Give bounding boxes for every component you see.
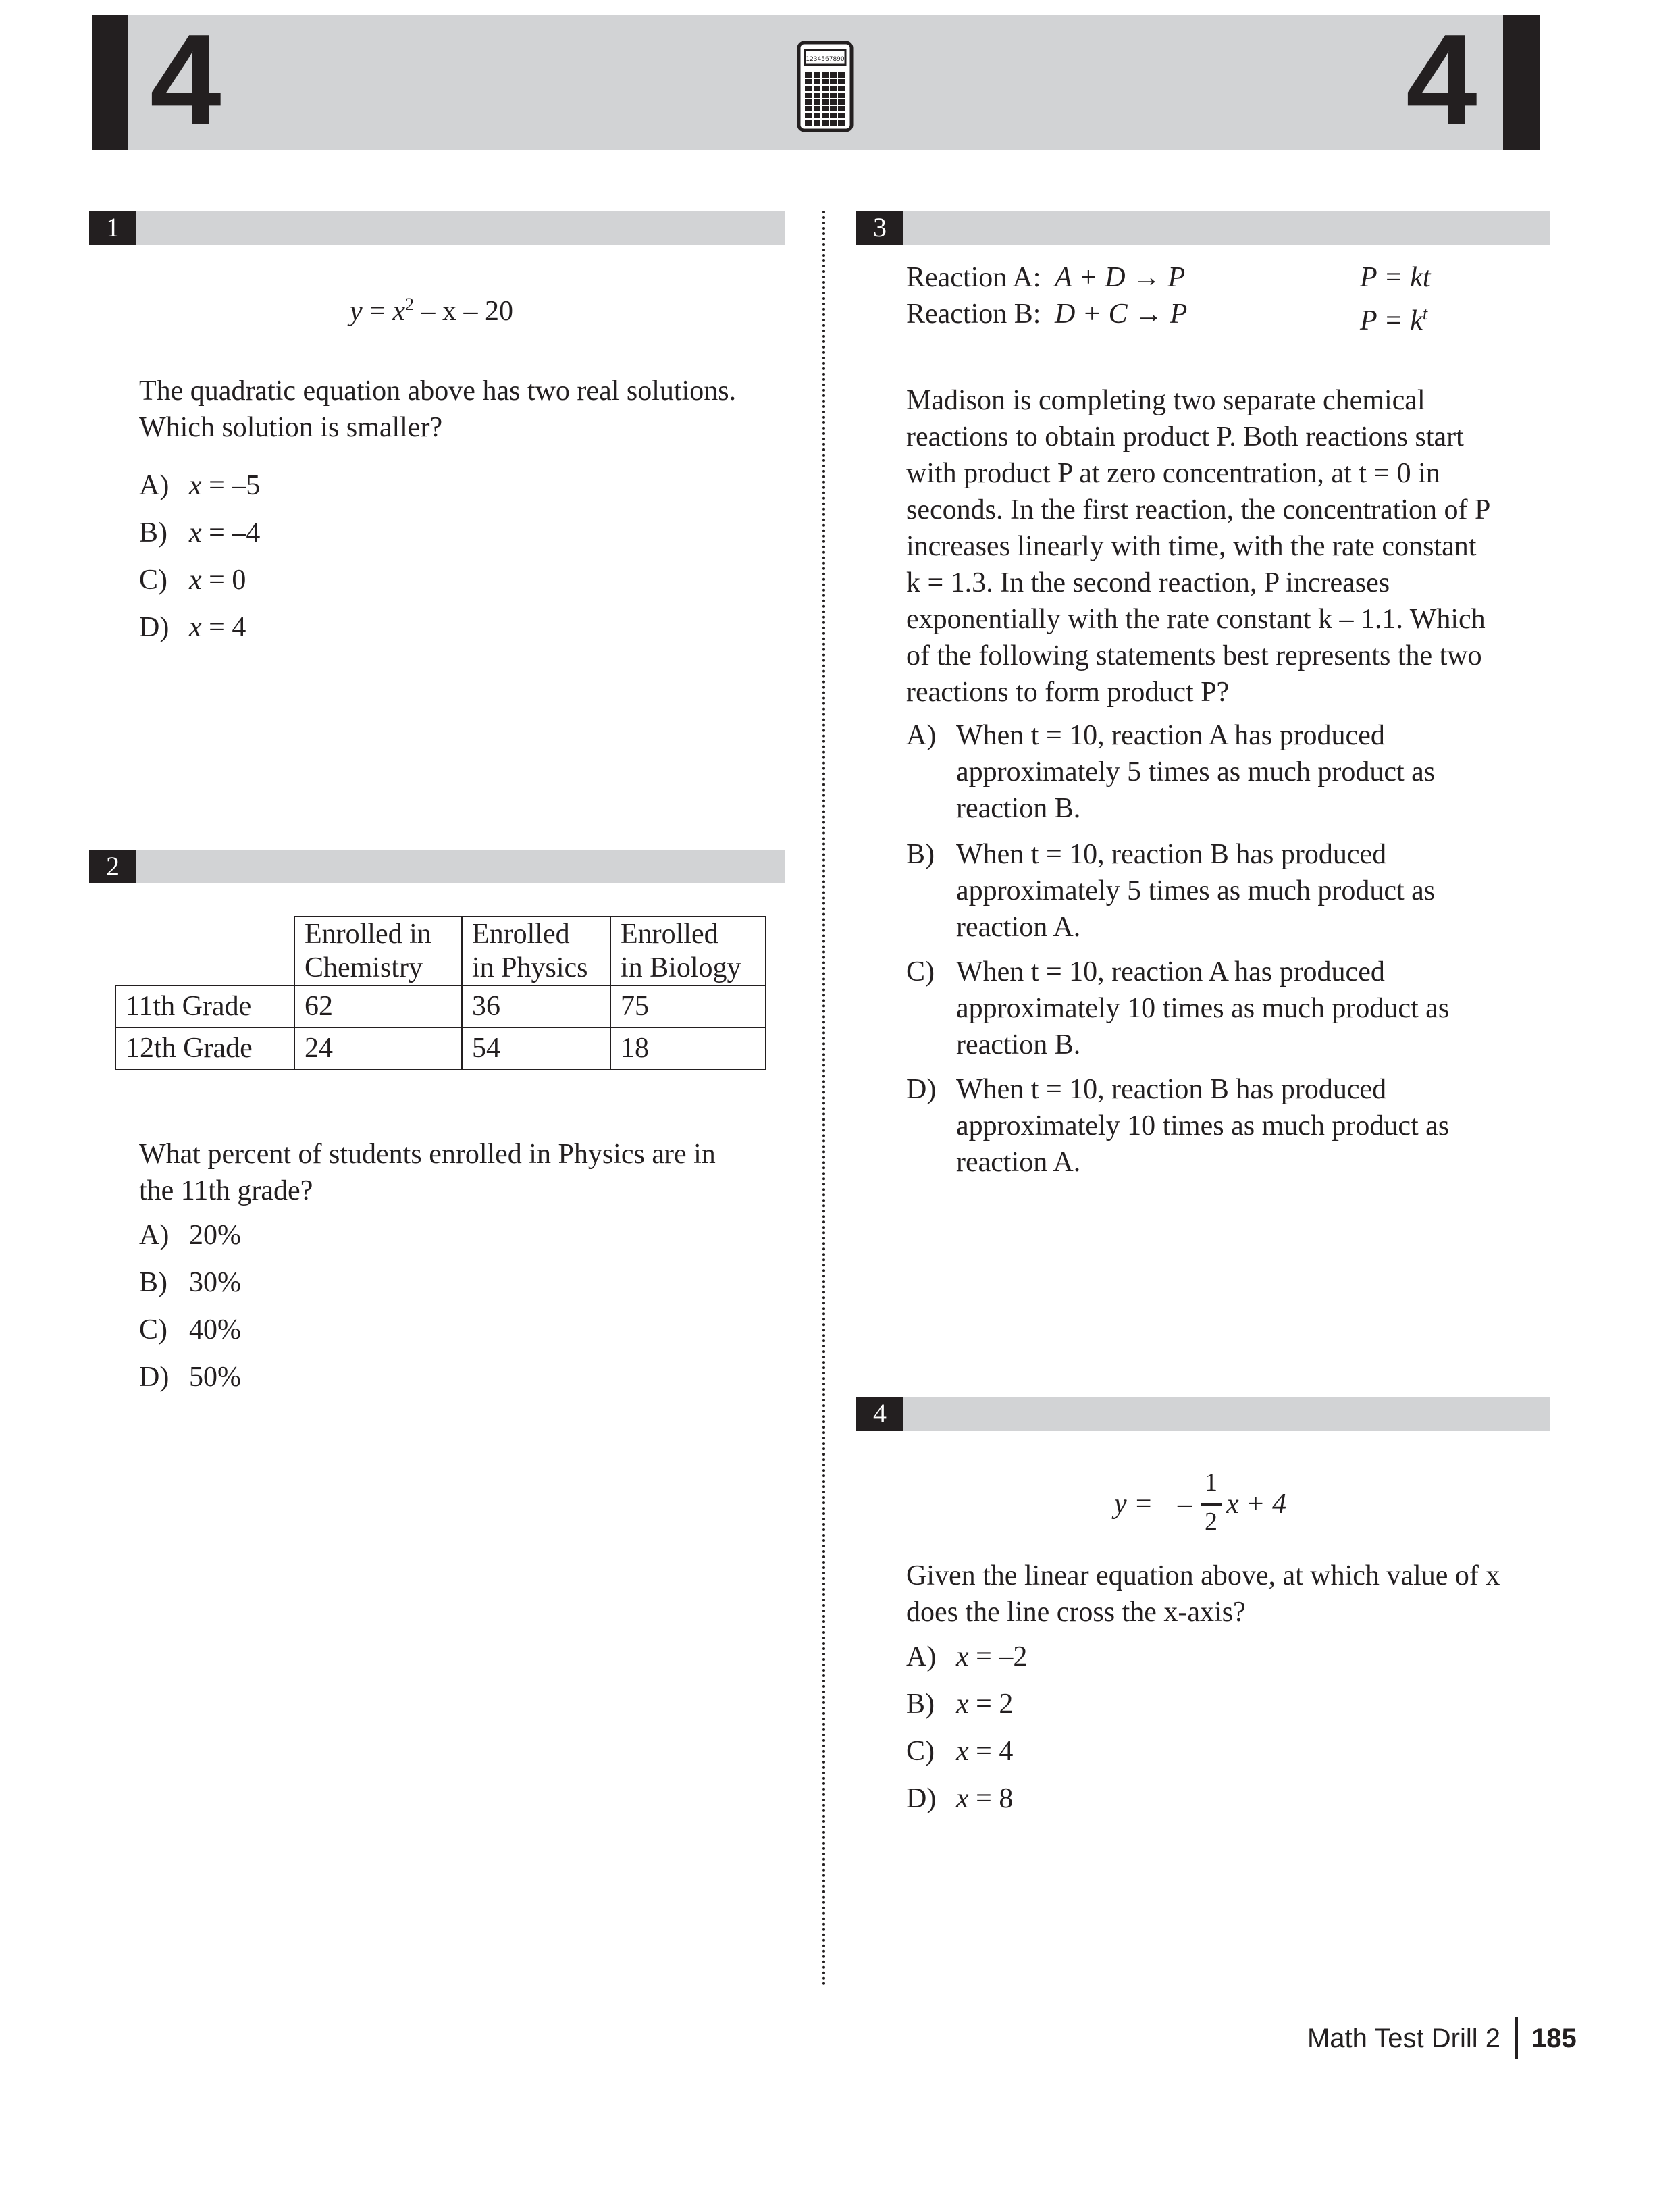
choice-text: = 2 bbox=[976, 1689, 1014, 1720]
choice-text: = 8 bbox=[976, 1783, 1014, 1814]
choice-letter: A) bbox=[906, 1641, 937, 1672]
table-header-cell bbox=[462, 917, 610, 985]
question-2-choice-a[interactable] bbox=[139, 1217, 241, 1254]
question-3-choice-c[interactable] bbox=[906, 954, 1450, 1060]
paragraph-line: seconds. In the first reaction, the concentration of P bbox=[906, 494, 1491, 525]
equation-x: x bbox=[392, 296, 405, 327]
question-number: 3 bbox=[856, 211, 903, 245]
question-1-equation bbox=[350, 286, 513, 330]
question-header-bar bbox=[903, 211, 1550, 245]
equation-lhs: y bbox=[350, 296, 363, 327]
table-cell: 54 bbox=[462, 1027, 610, 1069]
choice-variable: x bbox=[956, 1783, 969, 1814]
paragraph-line: with product P at zero concentration, at t = 0 in bbox=[906, 458, 1440, 489]
section-header-left-bar bbox=[92, 15, 128, 150]
table-corner-cell bbox=[115, 917, 294, 985]
choice-letter: C) bbox=[139, 565, 167, 596]
question-2-choice-d[interactable] bbox=[139, 1359, 241, 1395]
table-header-row bbox=[115, 917, 766, 985]
equation-exponent: 2 bbox=[405, 294, 414, 314]
choice-letter: D) bbox=[906, 1783, 937, 1814]
choice-text: = –4 bbox=[209, 517, 261, 548]
equation-rest: x + 4 bbox=[1226, 1489, 1286, 1520]
header-line: Enrolled bbox=[472, 919, 570, 950]
choice-variable: x bbox=[189, 470, 202, 501]
question-1-prompt-line-2: Which solution is smaller? bbox=[139, 412, 443, 443]
question-4-choice-c[interactable] bbox=[906, 1733, 1014, 1770]
choice-letter: D) bbox=[906, 1074, 937, 1105]
choice-variable: x bbox=[189, 565, 202, 596]
reaction-a-rate bbox=[1360, 259, 1431, 296]
choice-letter: D) bbox=[139, 1362, 169, 1393]
question-2-choice-c[interactable] bbox=[139, 1312, 241, 1348]
choice-variable: x bbox=[189, 517, 202, 548]
choice-letter: B) bbox=[139, 517, 167, 548]
choice-line: reaction B. bbox=[956, 793, 1081, 824]
table-row-label: 12th Grade bbox=[115, 1027, 294, 1069]
reaction-a-formula: A + D → P bbox=[1054, 262, 1186, 293]
table-row-label: 11th Grade bbox=[115, 985, 294, 1027]
column-divider bbox=[822, 211, 825, 1987]
choice-line: When t = 10, reaction A has produced bbox=[956, 956, 1385, 987]
footer-divider bbox=[1515, 2017, 1518, 2059]
reaction-b-rate bbox=[1360, 296, 1427, 339]
question-4-prompt-line-1: Given the linear equation above, at which value of x bbox=[906, 1560, 1500, 1591]
question-3-choice-b[interactable] bbox=[906, 836, 1436, 943]
choice-text: = 4 bbox=[209, 612, 246, 643]
table-header-cell bbox=[294, 917, 462, 985]
paragraph-line: exponentially with the rate constant k – 1.1. Which bbox=[906, 604, 1486, 635]
reaction-a bbox=[906, 259, 1185, 296]
equation-sign: – bbox=[1178, 1489, 1192, 1520]
header-line: in Physics bbox=[472, 952, 588, 983]
reaction-b-rate-formula: P = k bbox=[1360, 305, 1423, 336]
choice-line: When t = 10, reaction B has produced bbox=[956, 1074, 1387, 1105]
choice-variable: x bbox=[189, 612, 202, 643]
choice-line: reaction B. bbox=[956, 1029, 1081, 1060]
question-1-choice-d[interactable] bbox=[139, 609, 246, 646]
choice-letter: C) bbox=[906, 956, 935, 987]
question-1-choice-a[interactable] bbox=[139, 467, 261, 504]
choice-letter: A) bbox=[139, 470, 169, 501]
question-4-prompt-line-2: does the line cross the x-axis? bbox=[906, 1597, 1246, 1628]
header-line: Chemistry bbox=[305, 952, 423, 983]
choice-text: = 4 bbox=[976, 1736, 1014, 1767]
paragraph-line: Madison is completing two separate chemical bbox=[906, 385, 1425, 416]
question-3-paragraph bbox=[906, 382, 1490, 711]
question-2-choice-b[interactable] bbox=[139, 1264, 241, 1301]
section-number-left: 4 bbox=[150, 8, 221, 151]
choice-letter: B) bbox=[906, 839, 935, 870]
choice-text: 40% bbox=[189, 1314, 241, 1345]
table-header-cell bbox=[610, 917, 766, 985]
choice-variable: x bbox=[956, 1689, 969, 1720]
paragraph-line: k = 1.3. In the second reaction, P increases bbox=[906, 567, 1390, 598]
question-1-header bbox=[89, 211, 785, 245]
header-line: Enrolled in bbox=[305, 919, 431, 950]
choice-letter: C) bbox=[139, 1314, 167, 1345]
choice-line: approximately 10 times as much product as bbox=[956, 993, 1450, 1024]
choice-letter: B) bbox=[139, 1267, 167, 1298]
header-line: Enrolled bbox=[621, 919, 718, 950]
question-number: 2 bbox=[89, 850, 136, 883]
paragraph-line: reactions to form product P? bbox=[906, 677, 1230, 708]
choice-letter: D) bbox=[139, 612, 169, 643]
question-3-choice-d[interactable] bbox=[906, 1071, 1450, 1178]
table-row bbox=[115, 985, 766, 1027]
enrollment-table bbox=[115, 916, 766, 1070]
table-cell: 24 bbox=[294, 1027, 462, 1069]
calculator-screen-text: 1234567890 bbox=[806, 56, 845, 63]
choice-line: approximately 10 times as much product as bbox=[956, 1110, 1450, 1141]
table-cell: 36 bbox=[462, 985, 610, 1027]
table-row bbox=[115, 1027, 766, 1069]
choice-text: = 0 bbox=[209, 565, 246, 596]
question-number: 1 bbox=[89, 211, 136, 245]
choice-text: 30% bbox=[189, 1267, 241, 1298]
reaction-b-label: Reaction B: bbox=[906, 299, 1041, 330]
table-cell: 18 bbox=[610, 1027, 766, 1069]
question-1-choice-c[interactable] bbox=[139, 562, 246, 598]
choice-text: = –5 bbox=[209, 470, 261, 501]
paragraph-line: increases linearly with time, with the rate constant bbox=[906, 531, 1477, 562]
choice-line: approximately 5 times as much product as bbox=[956, 875, 1436, 906]
question-1-choice-b[interactable] bbox=[139, 515, 261, 551]
question-3-header bbox=[856, 211, 1550, 245]
page-number: 185 bbox=[1531, 2024, 1577, 2053]
question-header-bar bbox=[136, 211, 785, 245]
header-line: in Biology bbox=[621, 952, 741, 983]
choice-text: 20% bbox=[189, 1220, 241, 1251]
table-cell: 75 bbox=[610, 985, 766, 1027]
section-header-right-bar bbox=[1503, 15, 1540, 150]
choice-variable: x bbox=[956, 1641, 969, 1672]
question-4-equation bbox=[1114, 1466, 1317, 1547]
question-number: 4 bbox=[856, 1397, 903, 1431]
calculator-icon bbox=[797, 41, 854, 132]
question-2-header bbox=[89, 850, 785, 883]
choice-letter: B) bbox=[906, 1689, 935, 1720]
table-cell: 62 bbox=[294, 985, 462, 1027]
choice-letter: A) bbox=[139, 1220, 169, 1251]
question-2-prompt-line-2: the 11th grade? bbox=[139, 1175, 313, 1206]
footer-title: Math Test Drill 2 bbox=[1307, 2024, 1500, 2053]
equation-lhs: y = bbox=[1114, 1489, 1153, 1520]
question-4-choice-b[interactable] bbox=[906, 1686, 1014, 1722]
question-4-header bbox=[856, 1397, 1550, 1431]
reaction-a-rate-formula: P = kt bbox=[1360, 262, 1431, 293]
section-number-right: 4 bbox=[1406, 8, 1477, 151]
choice-line: When t = 10, reaction A has produced bbox=[956, 720, 1385, 751]
paragraph-line: of the following statements best represents the two bbox=[906, 640, 1482, 671]
choice-text: 50% bbox=[189, 1362, 241, 1393]
choice-letter: C) bbox=[906, 1736, 935, 1767]
reaction-b-rate-exponent: t bbox=[1422, 304, 1428, 324]
choice-line: approximately 5 times as much product as bbox=[956, 756, 1436, 788]
choice-line: reaction A. bbox=[956, 912, 1081, 943]
fraction-numerator: 1 bbox=[1205, 1468, 1217, 1497]
question-4-choice-d[interactable] bbox=[906, 1780, 1014, 1817]
choice-line: When t = 10, reaction B has produced bbox=[956, 839, 1387, 870]
question-2-prompt-line-1: What percent of students enrolled in Physics are in bbox=[139, 1139, 716, 1170]
question-4-choice-a[interactable] bbox=[906, 1639, 1028, 1675]
equation-rest: – x – 20 bbox=[421, 296, 513, 327]
equation-equals: = bbox=[369, 296, 386, 327]
question-1-prompt-line-1: The quadratic equation above has two real solutions. bbox=[139, 376, 737, 407]
choice-letter: A) bbox=[906, 720, 937, 751]
question-header-bar bbox=[903, 1397, 1550, 1431]
question-3-choice-a[interactable] bbox=[906, 717, 1436, 824]
fraction-denominator: 2 bbox=[1205, 1508, 1217, 1536]
reaction-a-label: Reaction A: bbox=[906, 262, 1041, 293]
choice-line: reaction A. bbox=[956, 1147, 1081, 1178]
paragraph-line: reactions to obtain product P. Both reactions start bbox=[906, 421, 1464, 453]
choice-text: = –2 bbox=[976, 1641, 1028, 1672]
choice-variable: x bbox=[956, 1736, 969, 1767]
reaction-b bbox=[906, 296, 1187, 332]
question-header-bar bbox=[136, 850, 785, 883]
reaction-b-formula: D + C → P bbox=[1054, 299, 1188, 330]
